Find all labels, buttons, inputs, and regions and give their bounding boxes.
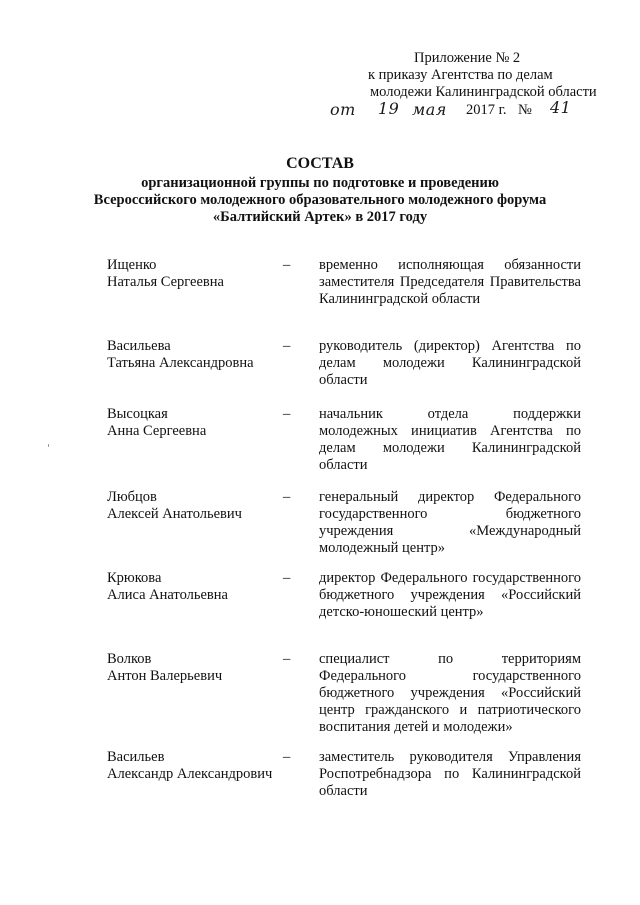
member-dash: – (283, 489, 291, 505)
member-role: директор Федерального государственного бюджетного учреждения «Российский детско-юношеский центр» (319, 570, 581, 620)
member-dash: – (283, 406, 291, 422)
member-role: начальник отдела поддержки молодежных инициатив Агентства по делам молодежи Калининградской области (319, 406, 581, 473)
member-dash: – (283, 570, 291, 586)
title-line-3: «Балтийский Артек» в 2017 году (212, 209, 428, 225)
member-role: специалист по территориям Федерального государственного бюджетного учреждения «Российский центр гражданского и патриотического воспитания детей и молодежи» (319, 651, 581, 735)
member-row (107, 406, 581, 474)
appendix-header (330, 50, 600, 121)
member-row (107, 749, 581, 800)
member-role: генеральный директор Федерального государственного бюджетного учреждения «Международный молодежный центр» (319, 489, 581, 556)
document-title (60, 155, 580, 226)
member-dash: – (283, 651, 291, 667)
member-role: заместитель руководителя Управления Роспотребнадзора по Калининградской области (319, 749, 581, 799)
order-number-handwritten: 41 (550, 98, 572, 117)
member-given-name: Александр Александрович (107, 766, 273, 782)
date-day-handwritten: 19 (378, 99, 400, 118)
appendix-date-line (330, 98, 600, 121)
appendix-agency: молодежи Калининградской области (370, 84, 597, 100)
member-surname: Васильев (107, 749, 165, 765)
member-dash: – (283, 749, 291, 765)
member-role: временно исполняющая обязанности заместителя Председателя Правительства Калининградской области (319, 257, 581, 307)
member-name (107, 257, 283, 308)
member-surname: Волков (107, 651, 152, 667)
margin-mark (48, 444, 49, 447)
member-row (107, 570, 581, 621)
member-name (107, 651, 283, 736)
member-given-name: Анна Сергеевна (107, 423, 207, 439)
member-row (107, 257, 581, 308)
member-role: руководитель (директор) Агентства по делам молодежи Калининградской области (319, 338, 581, 388)
member-surname: Любцов (107, 489, 157, 505)
member-name (107, 570, 283, 621)
appendix-number: Приложение № 2 (414, 50, 521, 66)
member-row (107, 651, 581, 736)
date-year: 2017 г. (466, 102, 507, 118)
date-month-handwritten: мая (412, 100, 447, 119)
member-dash: – (283, 257, 291, 273)
member-surname: Васильева (107, 338, 171, 354)
member-surname: Ищенко (107, 257, 157, 273)
member-name (107, 406, 283, 474)
member-given-name: Антон Валерьевич (107, 668, 223, 684)
member-name (107, 489, 283, 557)
title-main: СОСТАВ (286, 155, 354, 172)
member-surname: Крюкова (107, 570, 162, 586)
member-given-name: Наталья Сергеевна (107, 274, 224, 290)
title-line-2: Всероссийского молодежного образовательного молодежного форума (93, 192, 547, 208)
appendix-order-ref: к приказу Агентства по делам (368, 67, 553, 83)
member-name (107, 749, 283, 800)
member-given-name: Татьяна Александровна (107, 355, 254, 371)
title-line-1: организационной группы по подготовке и проведению (141, 175, 499, 191)
member-name (107, 338, 283, 389)
member-surname: Высоцкая (107, 406, 168, 422)
date-prefix-handwritten: от (330, 100, 356, 119)
member-dash: – (283, 338, 291, 354)
member-given-name: Алексей Анатольевич (107, 506, 242, 522)
member-row (107, 489, 581, 557)
member-row (107, 338, 581, 389)
member-given-name: Алиса Анатольевна (107, 587, 228, 603)
order-number-label: № (518, 102, 532, 118)
